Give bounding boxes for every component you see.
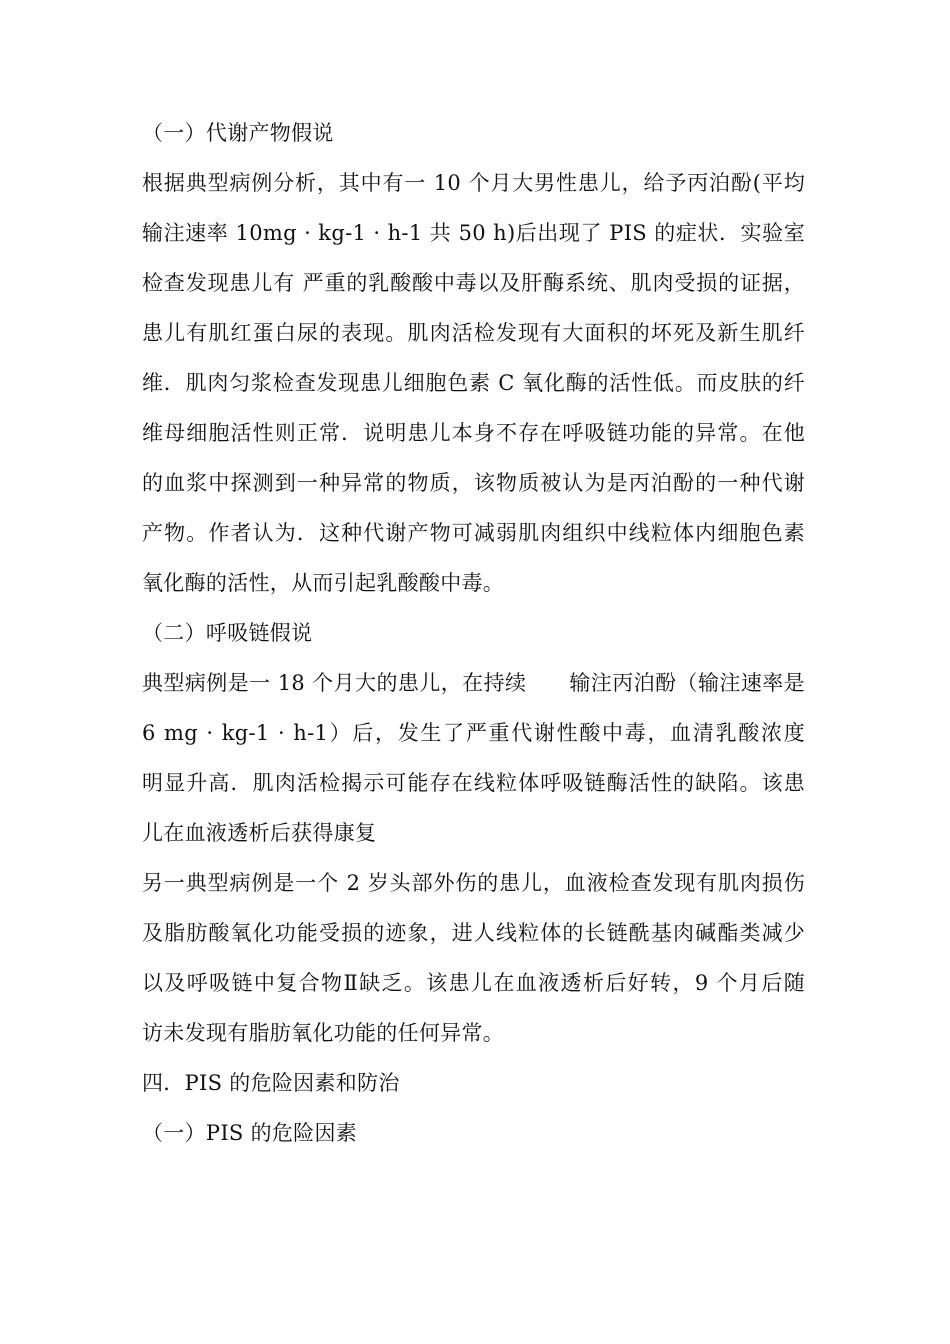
- paragraph-line: 的血浆中探测到一种异常的物质，该物质被认为是丙泊酚的一种代谢: [142, 471, 805, 495]
- paragraph-line: 6 mg · kg-1 · h-1）后，发生了严重代谢性酸中毒，血清乳酸浓度: [142, 721, 805, 745]
- paragraph-line: 访未发现有脂肪氧化功能的任何异常。: [142, 1021, 505, 1045]
- paragraph-line: 根据典型病例分析，其中有一 10 个月大男性患儿，给予丙泊酚(平均: [142, 171, 805, 195]
- paragraph-line: 患儿有肌红蛋白尿的表现。肌肉活检发现有大面积的坏死及新生肌纤: [142, 321, 805, 345]
- paragraph-line: 典型病例是一 18 个月大的患儿，在持续 输注丙泊酚（输注速率是: [142, 671, 805, 695]
- section-heading-pis-risk-and-prevention: 四．PIS 的危险因素和防治: [142, 1071, 400, 1095]
- paragraph-line: 另一典型病例是一个 2 岁头部外伤的患儿，血液检查发现有肌肉损伤: [142, 871, 805, 895]
- paragraph-line: 及脂肪酸氧化功能受损的迹象，进人线粒体的长链酰基肉碱酯类减少: [142, 921, 805, 945]
- subheading-pis-risk-factors: （一）PIS 的危险因素: [142, 1121, 358, 1145]
- paragraph-line: 产物。作者认为．这种代谢产物可减弱肌肉组织中线粒体内细胞色素: [142, 521, 805, 545]
- heading-respiratory-chain-hypothesis: （二）呼吸链假说: [142, 621, 313, 645]
- paragraph-line: 维．肌肉匀浆检查发现患儿细胞色素 C 氧化酶的活性低。而皮肤的纤: [142, 371, 805, 395]
- paragraph-line: 儿在血液透析后获得康复: [142, 821, 377, 845]
- paragraph-line: 以及呼吸链中复合物Ⅱ缺乏。该患儿在血液透析后好转，9 个月后随: [142, 971, 805, 995]
- paragraph-line: 输注速率 10mg · kg-1 · h-1 共 50 h)后出现了 PIS 的症状．实验室: [142, 221, 805, 245]
- paragraph-line: 检查发现患儿有 严重的乳酸酸中毒以及肝酶系统、肌肉受损的证据，: [142, 271, 805, 295]
- paragraph-line: 明显升高．肌肉活检揭示可能存在线粒体呼吸链酶活性的缺陷。该患: [142, 771, 805, 795]
- paragraph-line: 维母细胞活性则正常．说明患儿本身不存在呼吸链功能的异常。在他: [142, 421, 805, 445]
- paragraph-line: 氧化酶的活性，从而引起乳酸酸中毒。: [142, 571, 505, 595]
- heading-metabolite-hypothesis: （一）代谢产物假说: [142, 121, 334, 145]
